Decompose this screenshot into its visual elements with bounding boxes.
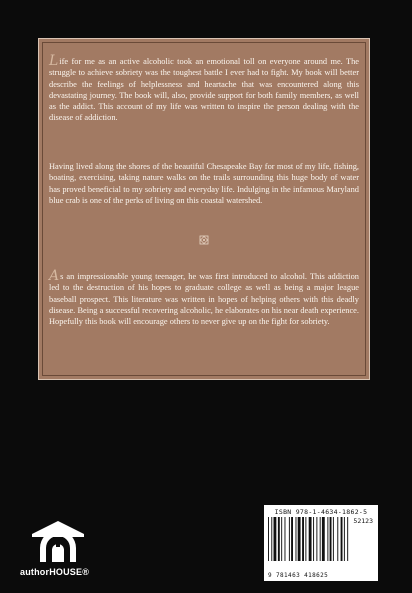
blurb-panel bbox=[38, 38, 370, 380]
authorhouse-logo-icon bbox=[28, 518, 88, 564]
drop-cap-a: A bbox=[49, 268, 60, 284]
diamond-ornament-icon bbox=[199, 235, 209, 245]
barcode-bars bbox=[268, 517, 374, 569]
isbn-label: ISBN 978-1-4634-1862-5 bbox=[274, 508, 368, 516]
barcode-digits: 9 781463 418625 bbox=[268, 572, 329, 579]
blurb-paragraph-3 bbox=[49, 268, 359, 327]
blurb-paragraph-1-text: ife for me as an active alcoholic took an emotional toll on everyone around me. The struggle to achieve sobriety was the toughest battle I ever had to fight. My book will better describe the feelings of helplessness and heartache that was encountered along this devastating journey. The book will, also, provide support for both family members, as well as the addict. This account of my life was written to inspire the person dealing with the disease of addiction. bbox=[49, 57, 359, 123]
blurb-paragraph-3-text: s an impressionable young teenager, he was first introduced to alcohol. This addiction led to the destruction of his hopes to graduate college as well as being a major league baseball prospect. This literature was written in hopes of helping others with this deadly disease. Being a successful recovering alcoholic, he elaborates on his near death experience. Hopefully this book will encourage others to never give up on the fight for sobriety. bbox=[49, 272, 359, 327]
drop-cap-l: L bbox=[49, 53, 59, 69]
blurb-paragraph-1 bbox=[49, 53, 359, 124]
publisher-name: authorHOUSE® bbox=[20, 567, 90, 577]
isbn-barcode bbox=[264, 505, 378, 581]
blurb-paragraph-2: Having lived along the shores of the beautiful Chesapeake Bay for most of my life, fishing, boating, exercising, taking nature walks on the trails surrounding this huge body of water has proved beneficial to my sobriety and everyday life. Indulging in the infamous Maryland blue crab is one of the perks of living on this coastal watershed. bbox=[49, 162, 359, 205]
price-code: 52123 bbox=[353, 517, 373, 525]
